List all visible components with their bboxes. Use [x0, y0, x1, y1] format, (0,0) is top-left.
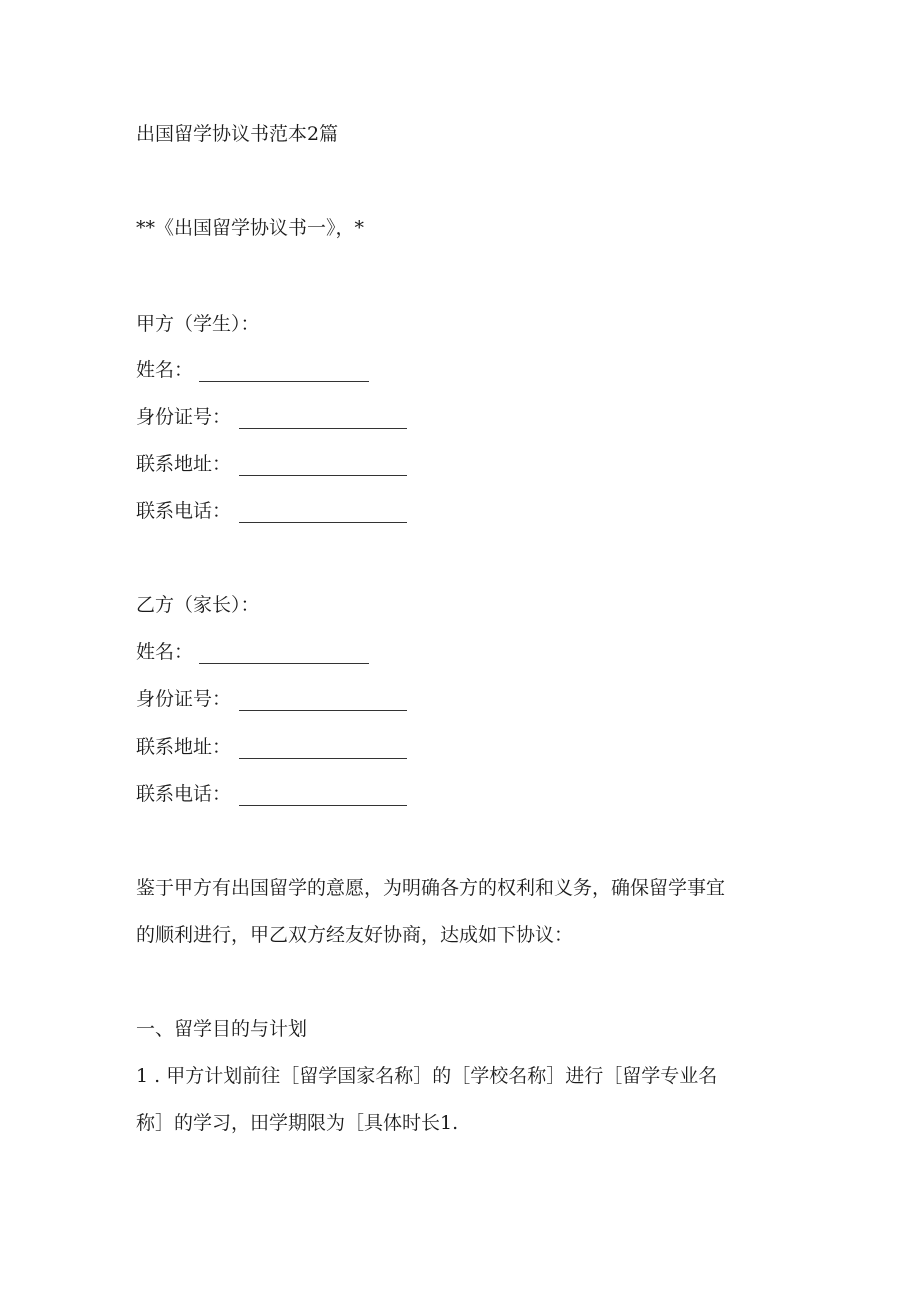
party-a-address-row: [136, 452, 407, 476]
party-a-phone-blank[interactable]: [239, 502, 407, 523]
party-a-name-label: 姓名：: [136, 359, 194, 381]
party-a-id-label: 身份证号：: [136, 406, 232, 428]
party-b-address-label: 联系地址：: [136, 736, 232, 758]
party-b-address-blank[interactable]: [239, 738, 407, 759]
agreement-subtitle: **《出国留学协议书一》，*: [136, 217, 365, 239]
party-b-id-label: 身份证号：: [136, 688, 232, 710]
party-a-address-blank[interactable]: [239, 455, 407, 476]
party-b-id-row: [136, 687, 407, 711]
party-b-heading: 乙方（家长）：: [136, 594, 260, 616]
party-b-name-label: 姓名：: [136, 641, 194, 663]
party-b-address-row: [136, 735, 407, 759]
party-a-heading: 甲方（学生）：: [136, 313, 260, 335]
party-a-id-row: [136, 405, 407, 429]
party-a-name-row: [136, 358, 369, 382]
party-b-name-row: [136, 640, 369, 664]
preamble-line-2: 的顺利进行，甲乙双方经友好协商，达成如下协议：: [136, 924, 574, 946]
party-a-name-blank[interactable]: [199, 361, 369, 382]
section-1-heading: 一、留学目的与计划: [136, 1018, 308, 1040]
party-b-phone-row: [136, 782, 407, 806]
party-b-name-blank[interactable]: [199, 643, 369, 664]
preamble-line-1: 鉴于甲方有出国留学的意愿，为明确各方的权利和义务，确保留学事宜: [136, 877, 726, 899]
party-a-id-blank[interactable]: [239, 408, 407, 429]
party-a-address-label: 联系地址：: [136, 453, 232, 475]
clause-1-line-1: 1 . 甲方计划前往［留学国家名称］的［学校名称］进行［留学专业名: [136, 1065, 718, 1087]
party-a-phone-label: 联系电话：: [136, 500, 232, 522]
party-b-phone-blank[interactable]: [239, 785, 407, 806]
party-b-id-blank[interactable]: [239, 690, 407, 711]
party-b-phone-label: 联系电话：: [136, 783, 232, 805]
clause-1-line-2: 称］的学习，田学期限为［具体时长1.: [136, 1112, 459, 1134]
party-a-phone-row: [136, 499, 407, 523]
document-title: 出国留学协议书范本2篇: [136, 123, 339, 145]
